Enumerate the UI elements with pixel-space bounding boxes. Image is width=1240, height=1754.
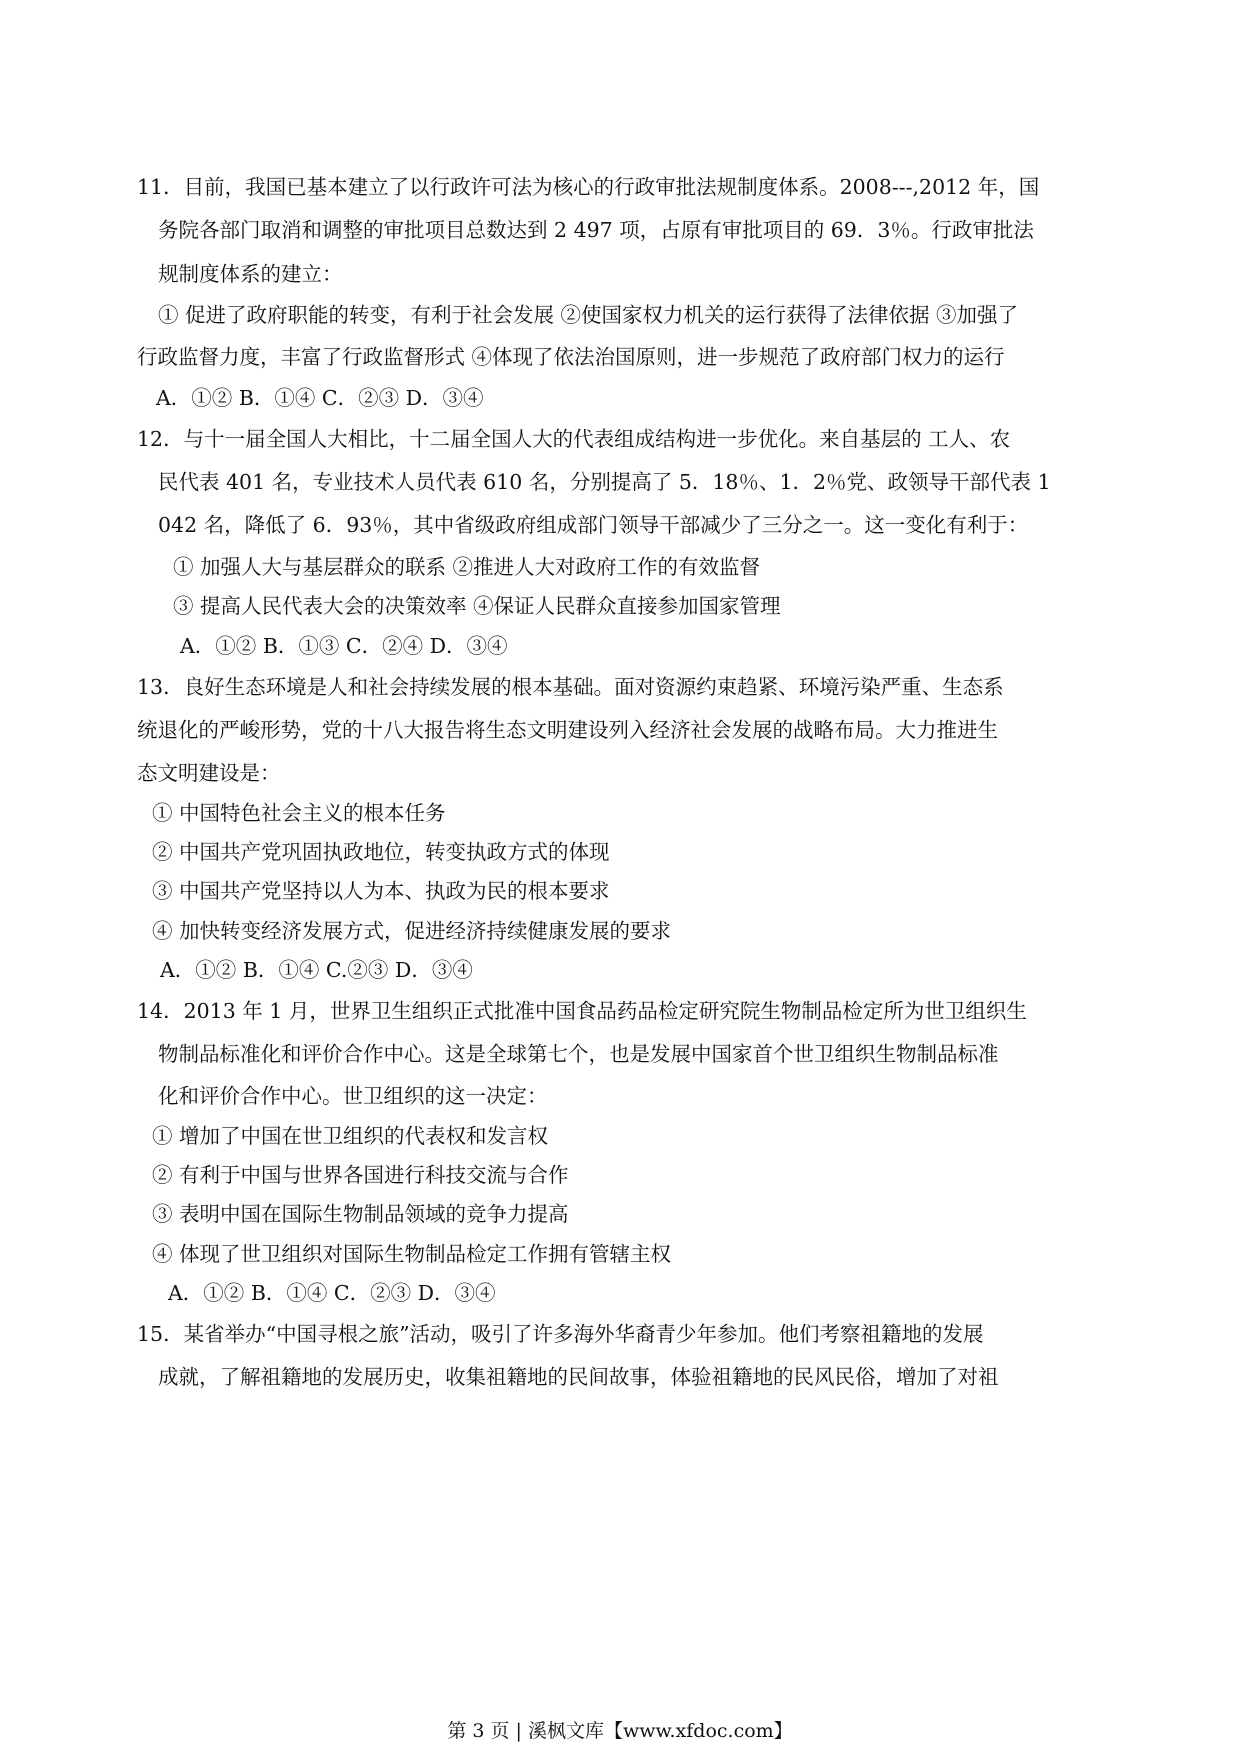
option-line: ② 中国共产党巩固执政地位，转变执政方式的体现 (152, 840, 610, 864)
question-text-line: 态文明建设是： (137, 761, 281, 785)
question-text-line: 成就，了解祖籍地的发展历史，收集祖籍地的民间故事，体验祖籍地的民风民俗，增加了对祖 (158, 1365, 999, 1389)
option-line: ③ 表明中国在国际生物制品领域的竞争力提高 (152, 1202, 569, 1226)
question-text-line: 12．与十一届全国人大相比，十二届全国人大的代表组成结构进一步优化。来自基层的 工人、农 (137, 427, 1011, 451)
answer-choices: A．①② B．①③ C．②④ D．③④ (180, 634, 508, 658)
option-line: ④ 体现了世卫组织对国际生物制品检定工作拥有管辖主权 (152, 1242, 672, 1266)
question-text-line: 物制品标准化和评价合作中心。这是全球第七个，也是发展中国家首个世卫组织生物制品标准 (158, 1042, 999, 1066)
option-line: ③ 提高人民代表大会的决策效率 ④保证人民群众直接参加国家管理 (173, 594, 781, 618)
question-text-line: 14．2013 年 1 月，世界卫生组织正式批准中国食品药品检定研究院生物制品检定所为世卫组织生 (137, 999, 1027, 1023)
option-line: ① 增加了中国在世卫组织的代表权和发言权 (152, 1124, 549, 1148)
question-text-line: 15．某省举办“中国寻根之旅”活动，吸引了许多海外华裔青少年参加。他们考察祖籍地的发展 (137, 1322, 984, 1346)
answer-choices: A．①② B．①④ C．②③ D．③④ (168, 1281, 496, 1305)
answer-choices: A．①② B．①④ C．②③ D．③④ (156, 386, 484, 410)
question-text-line: 统退化的严峻形势，党的十八大报告将生态文明建设列入经济社会发展的战略布局。大力推进生 (137, 718, 998, 742)
question-text-line: 务院各部门取消和调整的审批项目总数达到 2 497 项，占原有审批项目的 69．3％。行政审批法 (158, 218, 1034, 242)
question-text-line: 042 名，降低了 6．93％，其中省级政府组成部门领导干部减少了三分之一。这一变化有利于： (158, 513, 1029, 537)
option-line: ① 促进了政府职能的转变，有利于社会发展 ②使国家权力机关的运行获得了法律依据 ③加强了 (158, 303, 1019, 327)
question-text-line: 民代表 401 名，专业技术人员代表 610 名，分别提高了 5．18％、1．2％党、政领导干部代表 1 (158, 470, 1051, 494)
option-line: ① 加强人大与基层群众的联系 ②推进人大对政府工作的有效监督 (173, 555, 761, 579)
question-text-line: 11．目前，我国已基本建立了以行政许可法为核心的行政审批法规制度体系。2008---,2012 年，国 (137, 175, 1040, 199)
option-line: ④ 加快转变经济发展方式，促进经济持续健康发展的要求 (152, 919, 672, 943)
answer-choices: A．①② B．①④ C.②③ D．③④ (160, 958, 473, 982)
question-text-line: 规制度体系的建立： (158, 262, 343, 286)
question-text-line: 化和评价合作中心。世卫组织的这一决定： (158, 1084, 548, 1108)
question-text-line: 13．良好生态环境是人和社会持续发展的根本基础。面对资源约束趋紧、环境污染严重、生态系 (137, 675, 1004, 699)
option-line: ③ 中国共产党坚持以人为本、执政为民的根本要求 (152, 879, 610, 903)
page-footer: 第 3 页 | 溪枫文库【www.xfdoc.com】 (447, 1720, 793, 1742)
option-line: ② 有利于中国与世界各国进行科技交流与合作 (152, 1163, 569, 1187)
option-line: 行政监督力度，丰富了行政监督形式 ④体现了依法治国原则，进一步规范了政府部门权力的运行 (137, 345, 1005, 369)
option-line: ① 中国特色社会主义的根本任务 (152, 801, 446, 825)
